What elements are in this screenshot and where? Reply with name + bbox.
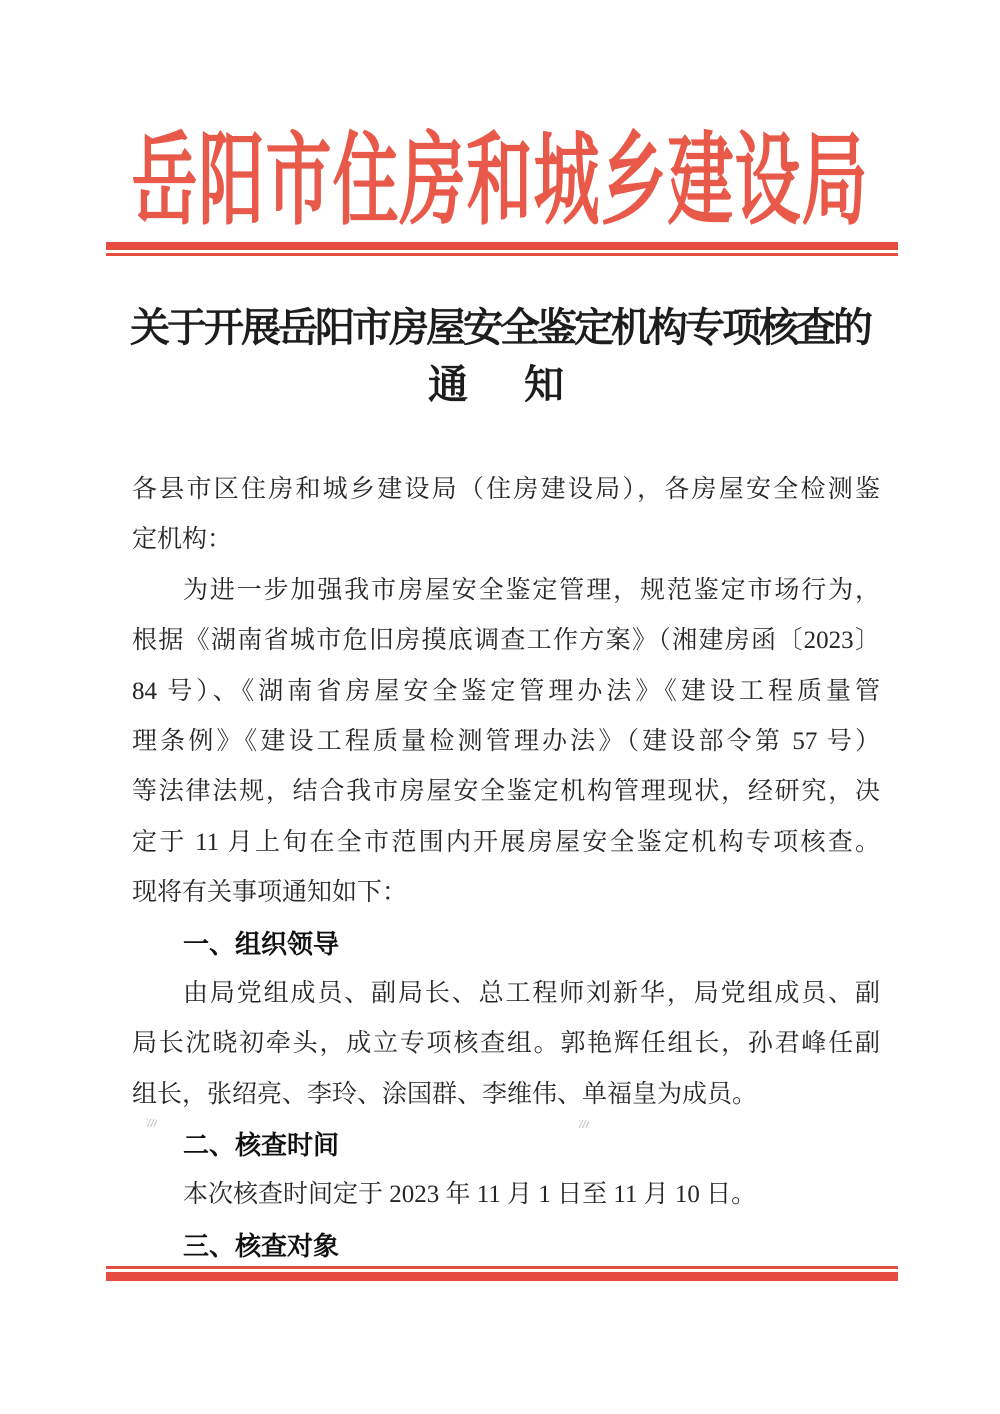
agency-name: 岳阳市住房和城乡建设局 — [131, 126, 869, 238]
body-line: 局长沈晓初牵头，成立专项核查组。郭艳辉任组长，孙君峰任副 — [132, 1030, 880, 1058]
letterhead-rule-thick — [106, 242, 898, 250]
letterhead — [0, 126, 1000, 238]
body-line: 组长，张绍亮、李玲、涂国群、李维伟、单福皇为成员。 — [132, 1080, 758, 1108]
body-line: 由局党组成员、副局长、总工程师刘新华，局党组成员、副 — [183, 979, 880, 1007]
body-line: 为进一步加强我市房屋安全鉴定管理，规范鉴定市场行为， — [183, 576, 880, 604]
body-line: 根据《湖南省城市危旧房摸底调查工作方案》（湘建房函〔2023〕 — [132, 627, 880, 655]
body-line: 各县市区住房和城乡建设局（住房建设局），各房屋安全检测鉴 — [132, 476, 880, 503]
body-line: 定于 11 月上旬在全市范围内开展房屋安全鉴定机构专项核查。 — [132, 828, 880, 856]
footer-rule-thin — [106, 1266, 898, 1269]
scan-artifact — [579, 1120, 589, 1128]
body-line: 现将有关事项通知如下： — [132, 879, 408, 907]
section-heading-3: 三、核查对象 — [183, 1230, 340, 1261]
section-heading-2: 二、核查时间 — [183, 1130, 340, 1161]
footer-rule-thick — [106, 1272, 898, 1281]
scan-artifact — [147, 1119, 157, 1127]
document-title-line1: 关于开展岳阳市房屋安全鉴定机构专项核查的 — [130, 305, 870, 350]
body-line: 84 号）、《湖南省房屋安全鉴定管理办法》《建设工程质量管 — [132, 677, 880, 705]
body-line: 理条例》《建设工程质量检测管理办法》（建设部令第 57 号） — [132, 727, 880, 755]
body-line: 本次核查时间定于 2023 年 11 月 1 日至 11 月 10 日。 — [183, 1181, 757, 1209]
body-line: 等法律法规，结合我市房屋安全鉴定机构管理现状，经研究，决 — [132, 778, 880, 806]
body-line: 定机构： — [132, 526, 233, 554]
document-title — [0, 303, 1000, 410]
document-body — [132, 465, 880, 1271]
letterhead-rule-thin — [106, 253, 898, 256]
section-heading-1: 一、组织领导 — [183, 928, 340, 959]
document-title-line2: 通 知 — [428, 362, 572, 407]
